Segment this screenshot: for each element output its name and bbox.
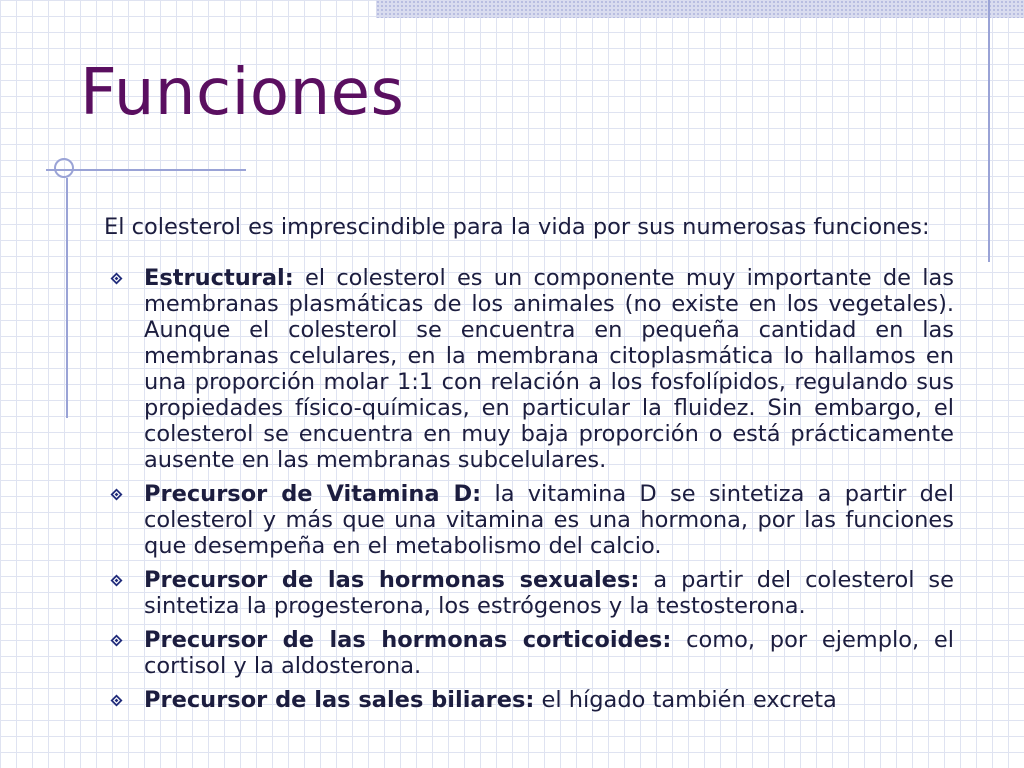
diamond-bullet-icon: [110, 634, 123, 647]
bullet-label: Estructural:: [144, 265, 294, 291]
bullet-label: Precursor de las sales biliares:: [144, 687, 535, 713]
slide-body: [104, 214, 954, 721]
bullet-text: [144, 481, 954, 559]
bullet-description: el hígado también excreta: [534, 687, 837, 713]
decorative-ring-icon: [54, 158, 74, 178]
decorative-vertical-rule-right: [988, 0, 990, 262]
bullet-text: [144, 627, 954, 679]
diamond-bullet-icon: [110, 694, 123, 707]
bullet-list: [104, 265, 954, 713]
slide-title: Funciones: [80, 56, 405, 130]
bullet-item-hormonas-corticoides: [104, 627, 954, 679]
bullet-item-hormonas-sexuales: [104, 567, 954, 619]
bullet-item-sales-biliares: [104, 687, 954, 713]
bullet-item-vitamina-d: [104, 481, 954, 559]
bullet-label: Precursor de Vitamina D:: [144, 481, 482, 507]
diamond-bullet-icon: [110, 272, 123, 285]
bullet-description: a partir del colesterol se sintetiza la progesterona, los estrógenos y la testosterona.: [144, 567, 955, 619]
intro-paragraph: El colesterol es imprescindible para la vida por sus numerosas funciones:: [104, 214, 930, 240]
decorative-horizontal-rule: [46, 169, 246, 171]
bullet-description: la vitamina D se sintetiza a partir del colesterol y más que una vitamina es una hormona, por las funciones que desempeña en el metabolismo del calcio.: [144, 481, 955, 559]
bullet-description: el colesterol es un componente muy importante de las membranas plasmáticas de los animales (no existe en los vegetales). Aunque el colesterol se encuentra en pequeña cantidad en las membranas celulares, en la membrana citoplasmática lo hallamos en una proporción molar 1:1 con relación a los fosfolípidos, regulando sus propiedades físico-químicas, en particular la fluidez. Sin embargo, el colesterol se encuentra en muy baja proporción o está prácticamente ausente en las membranas subcelulares.: [144, 265, 954, 473]
bullet-text: [144, 687, 954, 713]
bullet-label: Precursor de las hormonas corticoides:: [144, 627, 672, 653]
decorative-top-band: [376, 0, 1024, 18]
bullet-description: como, por ejemplo, el cortisol y la aldosterona.: [144, 627, 954, 679]
bullet-item-estructural: [104, 265, 954, 473]
bullet-label: Precursor de las hormonas sexuales:: [144, 567, 640, 593]
bullet-text: [144, 265, 954, 473]
decorative-vertical-rule-left: [66, 178, 68, 418]
diamond-bullet-icon: [110, 488, 123, 501]
bullet-text: [144, 567, 954, 619]
diamond-bullet-icon: [110, 574, 123, 587]
